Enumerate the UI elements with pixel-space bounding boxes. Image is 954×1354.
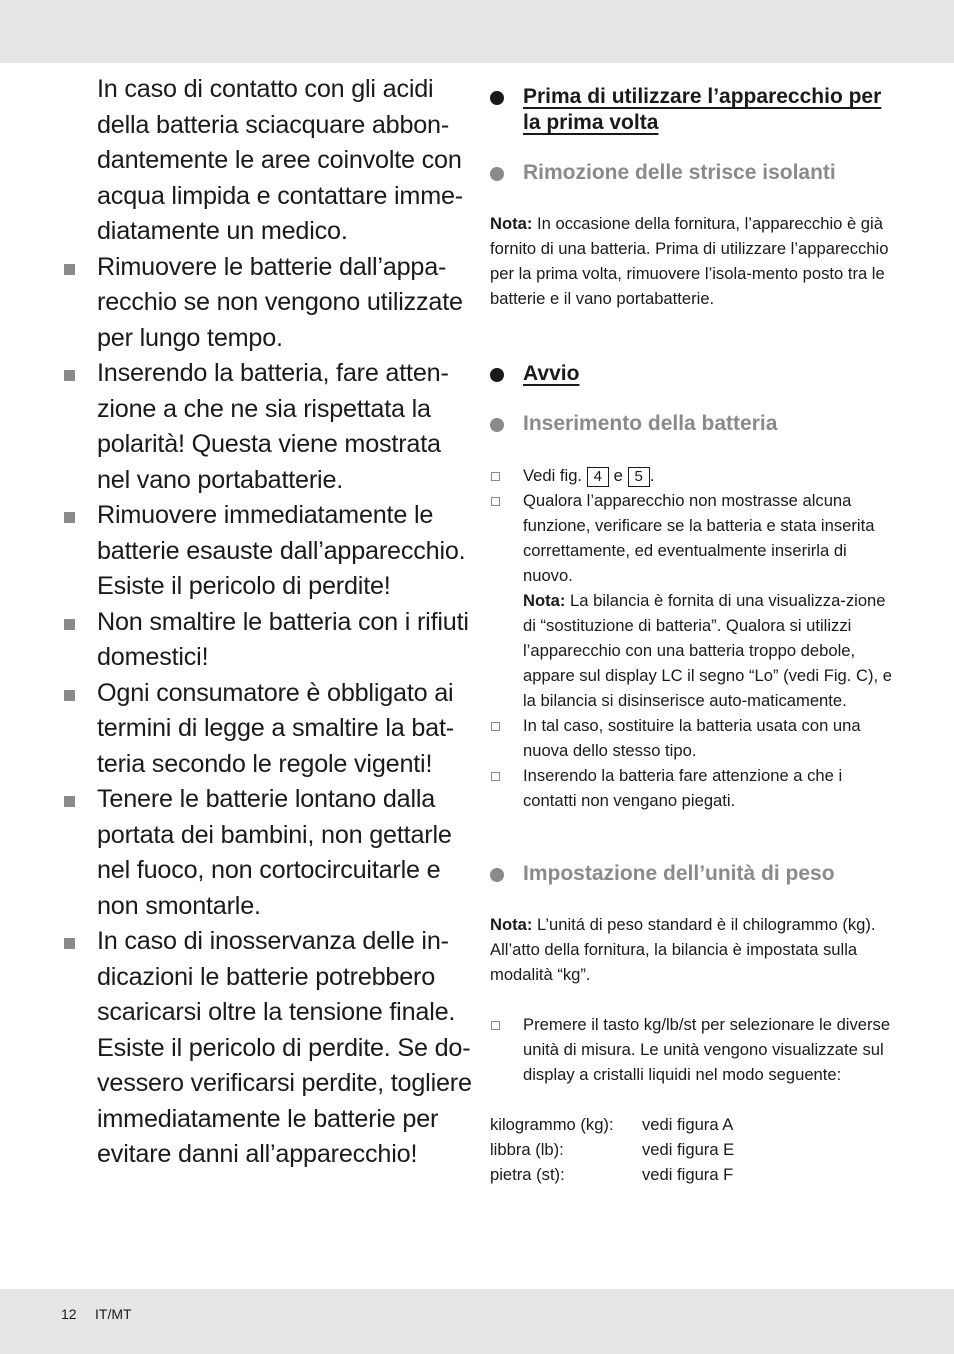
list-item: Rimuovere le batterie dall’appa-recchio se non vengono utilizzate per lungo tempo. [64,250,474,357]
square-bullet-icon [64,938,75,949]
heading-remove-strips: Rimozione delle strisce isolanti [490,160,895,186]
checkbox-bullet-icon [491,722,500,731]
left-column [64,72,474,1173]
table-row: kilogrammo (kg): vedi figura A [490,1115,734,1134]
list-item: Ogni consumatore è obbligato ai termini di legge a smaltire la bat-teria secondo le regole vigenti! [64,676,474,783]
note-delivery: Nota: In occasione della fornitura, l’apparecchio è già fornito di una batteria. Prima di utilizzare l’apparecchio per la prima volta, rimuovere l’isola-mento posto tra le batterie e il vano portabatterie. [490,214,889,308]
acid-contact-text: In caso di contatto con gli acidi della batteria sciacquare abbon-dantemente le aree coinvolte con acqua limpida e contattare imme-diatamente un medico. [97,75,463,245]
heading-before-first-use: Prima di utilizzare l’apparecchio per la prima volta [490,84,895,136]
checkbox-bullet-icon [491,497,500,506]
square-bullet-icon [64,264,75,275]
bullet-dot-icon [490,167,504,181]
table-row: libbra (lb): vedi figura E [490,1140,735,1159]
table-row: pietra (st): vedi figura F [490,1165,734,1184]
list-item: In caso di inosservanza delle in-dicazioni le batterie potrebbero scaricarsi oltre la tensione finale. Esiste il pericolo di perdite. Se do-vessero verificarsi perdite, togliere immediatamente le batterie per evitare danni all’apparecchio! [64,924,474,1173]
note-standard-unit: Nota: L’unitá di peso standard è il chilogrammo (kg). All’atto della fornitura, la bilancia è impostata sulla modalità “kg”. [490,915,876,984]
heading-start: Avvio [490,361,895,387]
list-item: Qualora l’apparecchio non mostrasse alcuna funzione, verificare se la batteria e stata inserita correttamente, ed eventualmente inserirla di nuovo. Nota: La bilancia è fornita di una visualizza-zione di “sostituzione di batteria”. Qualora si utilizzi l’apparecchio con una batteria troppo debole, appare sul display LC il segno “Lo” (vedi Fig. C), e la bilancia si disinserisce auto-maticamente. [490,488,895,713]
figure-ref-box: 5 [628,467,650,487]
page-number: 12 [61,1306,77,1322]
list-item: Inserendo la batteria fare attenzione a che i contatti non vengano piegati. [490,763,895,813]
square-bullet-icon [64,512,75,523]
bullet-dot-icon [490,91,504,105]
list-item: Premere il tasto kg/lb/st per selezionare le diverse unità di misura. Le unità vengono visualizzate sul display a cristalli liquidi nel modo seguente: [490,1012,895,1087]
unit-steps-list [490,1012,895,1087]
bullet-dot-icon [490,418,504,432]
list-item: In tal caso, sostituire la batteria usata con una nuova dello stesso tipo. [490,713,895,763]
bullet-dot-icon [490,368,504,382]
list-item: Inserendo la batteria, fare atten-zione a che ne sia rispettata la polarità! Questa viene mostrata nel vano portabatterie. [64,356,474,498]
list-item: Tenere le batterie lontano dalla portata dei bambini, non gettarle nel fuoco, non cortocircuitarle e non smontarle. [64,782,474,924]
bullet-dot-icon [490,868,504,882]
figure-ref-box: 4 [587,467,609,487]
square-bullet-icon [64,690,75,701]
units-table [490,1112,734,1187]
list-item: Non smaltire le batteria con i rifiuti domestici! [64,605,474,676]
square-bullet-icon [64,796,75,807]
top-bar [0,0,954,63]
footer-bar [0,1289,954,1354]
list-item: Vedi fig. 4 e 5 . [490,463,895,488]
right-column [490,84,895,1187]
battery-steps-list [490,463,895,813]
list-item: Rimuovere immediatamente le batterie esauste dall’apparecchio. Esiste il pericolo di perdite! [64,498,474,605]
heading-insert-battery: Inserimento della batteria [490,411,895,437]
square-bullet-icon [64,370,75,381]
checkbox-bullet-icon [491,472,500,481]
language-code: IT/MT [95,1306,132,1322]
battery-warnings-list [64,250,474,1173]
square-bullet-icon [64,619,75,630]
checkbox-bullet-icon [491,772,500,781]
heading-weight-unit: Impostazione dell’unità di peso [490,861,895,887]
checkbox-bullet-icon [491,1021,500,1030]
